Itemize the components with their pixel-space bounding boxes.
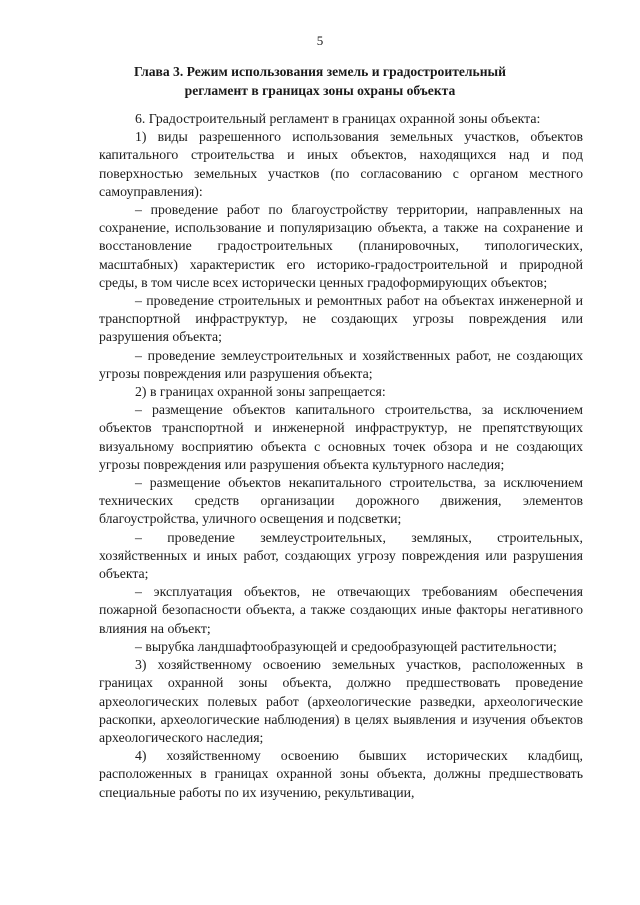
paragraph: 1) виды разрешенного использования земельных участков, объектов капитального строительства и иных объектов, находящихся над и под поверхностью земельных участков (по согласованию с органом местного самоуправления): [99,129,583,199]
paragraph: – вырубка ландшафтообразующей и средообразующей растительности; [135,638,557,654]
paragraph: 3) хозяйственному освоению земельных участков, расположенных в границах охранной зоны объекта, должно предшествовать проведение археологических полевых работ (археологические разведки, археологические раскопки, археологические наблюдения) в целях выявления и изучения объектов археологического наследия; [99,657,583,745]
body-text [99,110,583,802]
paragraph: – проведение землеустроительных и хозяйственных работ, не создающих угрозы повреждения или разрушения объекта; [99,347,583,381]
paragraph: – размещение объектов некапитального строительства, за исключением технических средств организации дорожного движения, элементов благоустройства, уличного освещения и подсветки; [99,475,583,527]
paragraph: – проведение работ по благоустройству территории, направленных на сохранение, использование и популяризацию объекта, а также на сохранение и восстановление градостроительных (планировочных, типологических, масштабных) характеристик его историко-градостроительной и природной среды, в том числе всех исторически ценных градоформирующих объектов; [99,202,583,290]
paragraph: – размещение объектов капитального строительства, за исключением объектов транспортной и инженерной инфраструктур, не препятствующих визуальному восприятию объекта с основных точек обзора и не создающих угрозы повреждения или разрушения объекта культурного наследия; [99,402,583,472]
paragraph: – проведение строительных и ремонтных работ на объектах инженерной и транспортной инфраструктур, не создающих угрозы повреждения или разрушения объекта; [99,293,583,345]
paragraph: – проведение землеустроительных, земляных, строительных, хозяйственных и иных работ, создающих угрозу повреждения или разрушения объекта; [99,529,583,582]
page-number: 5 [316,33,324,48]
chapter-heading: Глава 3. Режим использования земель и градостроительный регламент в границах зоны охраны объекта [133,64,506,98]
paragraph: 4) хозяйственному освоению бывших исторических кладбищ, расположенных в границах охранной зоны объекта, должны предшествовать специальные работы по их изучению, рекультивации, [99,748,583,800]
paragraph: 2) в границах охранной зоны запрещается: [135,384,386,400]
paragraph: 6. Градостроительный регламент в границах охранной зоны объекта: [135,111,541,126]
paragraph: – эксплуатация объектов, не отвечающих требованиям обеспечения пожарной безопасности объекта, а также создающих иные факторы негативного влияния на объект; [99,584,583,636]
